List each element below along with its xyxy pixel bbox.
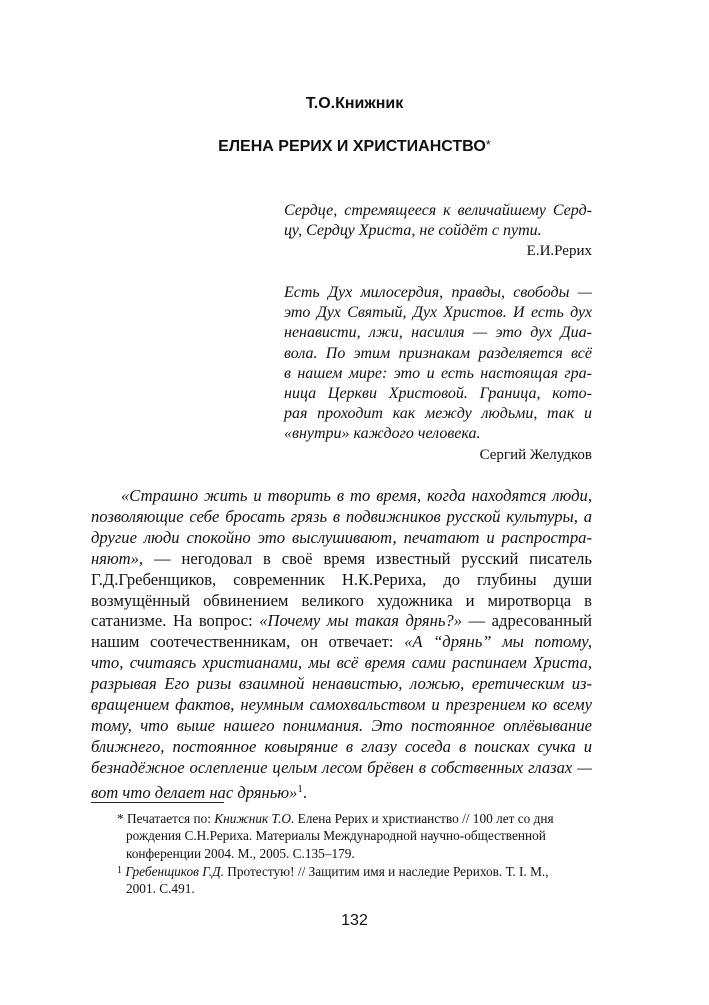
epigraph-line: в нашем мире: это и есть настоящая гра- (284, 364, 592, 382)
footnote-author: Книжник Т.О. (214, 811, 295, 826)
footnote-line: конференции 2004. М., 2005. С.135–179. (126, 845, 355, 861)
footnote-text: Печатается по: (123, 811, 215, 826)
epigraph-line: Сердце, стремящееся к величайшему Серд- (284, 202, 592, 219)
body-line (91, 695, 592, 716)
epigraph-2 (284, 283, 592, 465)
body-line (91, 549, 592, 570)
footnote-separator (91, 802, 224, 803)
body-text: . (302, 782, 307, 802)
article-title (0, 137, 709, 156)
footnote-line (117, 862, 593, 880)
body-line (91, 507, 592, 528)
quote-text: ближнего, постоянное ковыряние в глазу соседа в поисках сучка и (91, 736, 592, 756)
epigraph-line: ница Церкви Христовой. Граница, кото- (284, 385, 592, 403)
epigraph-line: «внутри» каждого человека. (284, 425, 481, 443)
epigraph-1 (284, 201, 592, 262)
epigraph-line: цу, Сердцу Христа, не сойдёт с пути. (284, 222, 542, 240)
footnote-author: Гребенщиков Г.Д. (125, 863, 224, 879)
epigraph-line: рая проходит как между людьми, так и (284, 405, 592, 423)
footnote-text: Елена Рерих и христианство // 100 лет со дня (294, 811, 554, 826)
main-paragraph (91, 486, 592, 804)
body-line (91, 758, 592, 779)
article-author: Т.О.Книжник (305, 95, 404, 112)
body-line (91, 611, 592, 632)
footnote-line (117, 810, 593, 827)
body-text: сатанизме. На вопрос: (91, 611, 260, 631)
body-line (91, 486, 592, 507)
quote-text: другие люди спокойно это выслушивают, печатают и распростра- (91, 527, 592, 547)
quote-text: вот что делает нас дрянью» (91, 782, 298, 802)
body-line (91, 528, 592, 549)
footnote-line: рождения С.Н.Рериха. Материалы Международной научно-общественной (126, 828, 546, 844)
body-line: возмущённый обвинением великого художника и миротворца в (91, 590, 592, 610)
quote-text: «Почему мы такая дрянь?» (259, 611, 463, 631)
epigraph-line: вола. По этим признакам разделяется всё (284, 344, 592, 362)
body-line: Г.Д.Гребенщиков, современник Н.К.Рериха, до глубины души (91, 569, 592, 589)
body-line (91, 716, 592, 737)
footnote-line: 2001. С.491. (126, 881, 195, 897)
body-line (91, 779, 592, 804)
footnote-text: Протестую! // Защитим имя и наследие Рерихов. Т. I. М., (223, 863, 549, 879)
epigraph-source: Е.И.Рерих (526, 243, 592, 260)
footnote-ref: 1 (297, 782, 303, 795)
title-text: ЕЛЕНА РЕРИХ И ХРИСТИАНСТВО (218, 138, 486, 155)
quote-text: тому, что выше нашего понимания. Это постоянное оплёвывание (91, 715, 592, 735)
body-text: нашим соотечественникам, он отвечает: (91, 632, 405, 652)
body-line (91, 632, 592, 653)
quote-text: «Страшно жить и творить в то время, когда находятся люди, (121, 486, 592, 505)
quote-text: позволяющие себе бросать грязь в подвижников русской культуры, а (91, 506, 592, 526)
footnote-mark: * (117, 811, 124, 826)
quote-text: няют», (91, 548, 144, 568)
quote-text: «А “дрянь” мы потому, (404, 632, 592, 652)
quote-text: разрывая Его ризы взаимной ненавистью, ложью, еретическим из- (91, 674, 592, 694)
body-line (91, 653, 592, 674)
quote-text: безнадёжное ослепление целым лесом брёвен в собственных глазах — (91, 757, 592, 777)
footnote-mark: 1 (117, 864, 122, 876)
body-line (91, 737, 592, 758)
epigraph-line: это Дух Святый, Дух Христов. И есть дух (284, 304, 592, 322)
body-line (91, 674, 592, 695)
title-footnote-mark: * (485, 137, 491, 152)
page-number: 132 (341, 912, 368, 929)
body-text: — негодовал в своё время известный русский писатель (143, 548, 592, 568)
quote-text: вращением фактов, неумным самохвальством и презрением ко всему (91, 695, 592, 715)
quote-text: что, считаясь христианами, мы всё время сами распинаем Христа, (91, 653, 592, 673)
epigraph-line: Есть Дух милосердия, правды, свободы — (284, 284, 592, 301)
epigraph-line: ненависти, лжи, насилия — это дух Диа- (284, 324, 592, 342)
epigraph-source: Сергий Желудков (479, 446, 592, 463)
body-text: — адресованный (462, 611, 592, 631)
footnotes (117, 810, 593, 897)
